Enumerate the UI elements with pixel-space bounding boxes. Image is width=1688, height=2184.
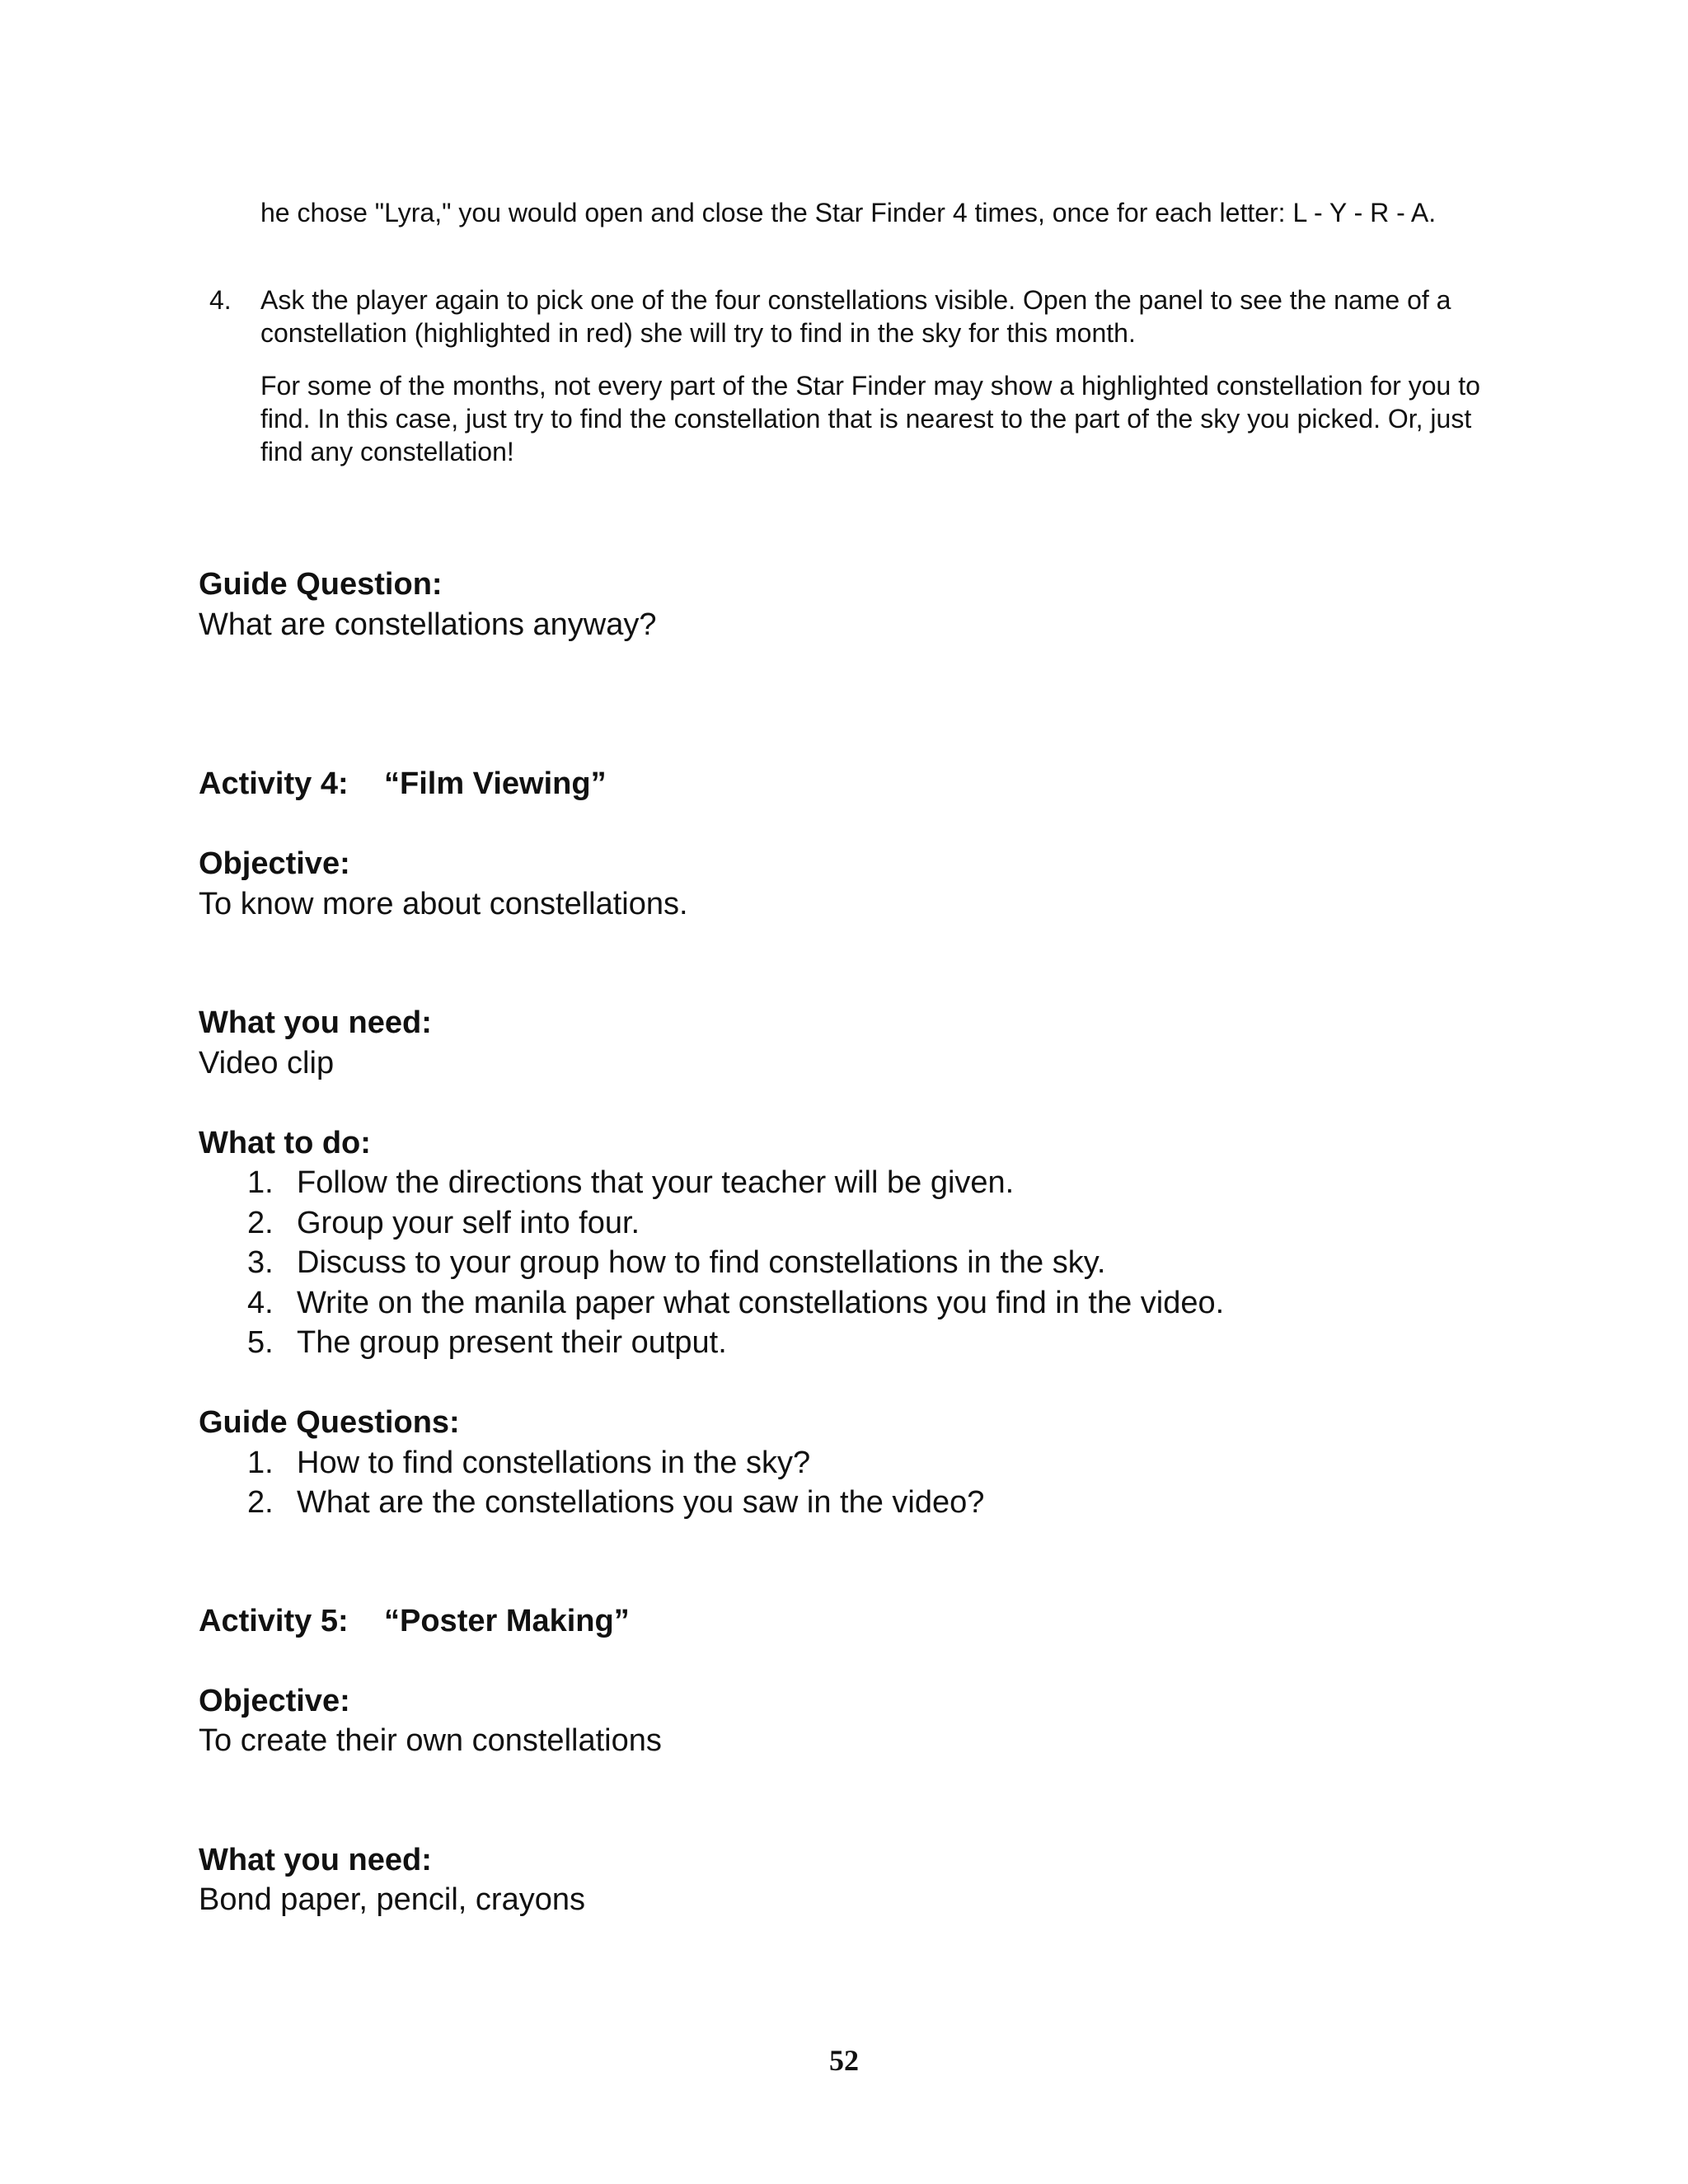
list-item-number: 1. — [247, 1165, 274, 1200]
list-item-number: 3. — [247, 1245, 274, 1280]
step-text: Ask the player again to pick one of the four constellations visible. Open the panel to see the name of a constellation (highlighted in red) she will try to find in the sky for this month. — [260, 285, 1451, 348]
activity-label: Activity 5: — [199, 1604, 349, 1638]
objective-text: To create their own constellations — [199, 1723, 662, 1758]
activity-label: Activity 4: — [199, 766, 349, 801]
activity-title: “Film Viewing” — [384, 766, 607, 801]
list-item-text: The group present their output. — [297, 1325, 727, 1360]
list-item-number: 5. — [247, 1325, 274, 1360]
list-item — [0, 1163, 1688, 1202]
guide-question-heading: Guide Question: — [199, 567, 443, 602]
list-item-number: 4. — [247, 1286, 274, 1320]
list-item-text: How to find constellations in the sky? — [297, 1446, 811, 1480]
list-item — [0, 1203, 1688, 1243]
what-you-need-heading: What you need: — [199, 1005, 432, 1040]
activity-4-heading — [199, 764, 776, 804]
objective-heading: Objective: — [199, 1684, 350, 1718]
list-item-text: Group your self into four. — [297, 1206, 640, 1240]
list-item — [0, 1483, 1688, 1522]
guide-questions-heading: Guide Questions: — [199, 1405, 460, 1440]
list-item-text: What are the constellations you saw in the video? — [297, 1485, 985, 1520]
list-item — [0, 1283, 1688, 1323]
list-item-text: Write on the manila paper what constellations you find in the video. — [297, 1286, 1225, 1320]
list-item-text: Follow the directions that your teacher will be given. — [297, 1165, 1015, 1200]
list-item-text: Discuss to your group how to find constellations in the sky. — [297, 1245, 1106, 1280]
list-item-number: 2. — [247, 1485, 274, 1520]
list-item-number: 1. — [247, 1446, 274, 1480]
list-item — [0, 1443, 1688, 1483]
what-you-need-text: Bond paper, pencil, crayons — [199, 1882, 585, 1917]
list-item — [0, 1323, 1688, 1362]
guide-question-text: What are constellations anyway? — [199, 607, 657, 642]
objective-text: To know more about constellations. — [199, 887, 688, 921]
page-number: 52 — [829, 2044, 859, 2077]
what-you-need-heading: What you need: — [199, 1843, 432, 1877]
continued-step-text: he chose "Lyra," you would open and close the Star Finder 4 times, once for each letter: L - Y - R - A. — [260, 198, 1437, 227]
what-to-do-heading: What to do: — [199, 1126, 371, 1160]
what-you-need-text: Video clip — [199, 1046, 335, 1080]
objective-heading: Objective: — [199, 846, 350, 881]
list-item-number: 2. — [247, 1206, 274, 1240]
activity-title: “Poster Making” — [384, 1604, 630, 1638]
activity-5-heading — [199, 1601, 776, 1641]
step-note: For some of the months, not every part of the Star Finder may show a highlighted constellation for you to find. In this case, just try to find the constellation that is nearest to the part of the sky you picked. Or, just find any constellation! — [260, 371, 1480, 466]
step-number: 4. — [209, 285, 232, 315]
list-item — [0, 1243, 1688, 1282]
